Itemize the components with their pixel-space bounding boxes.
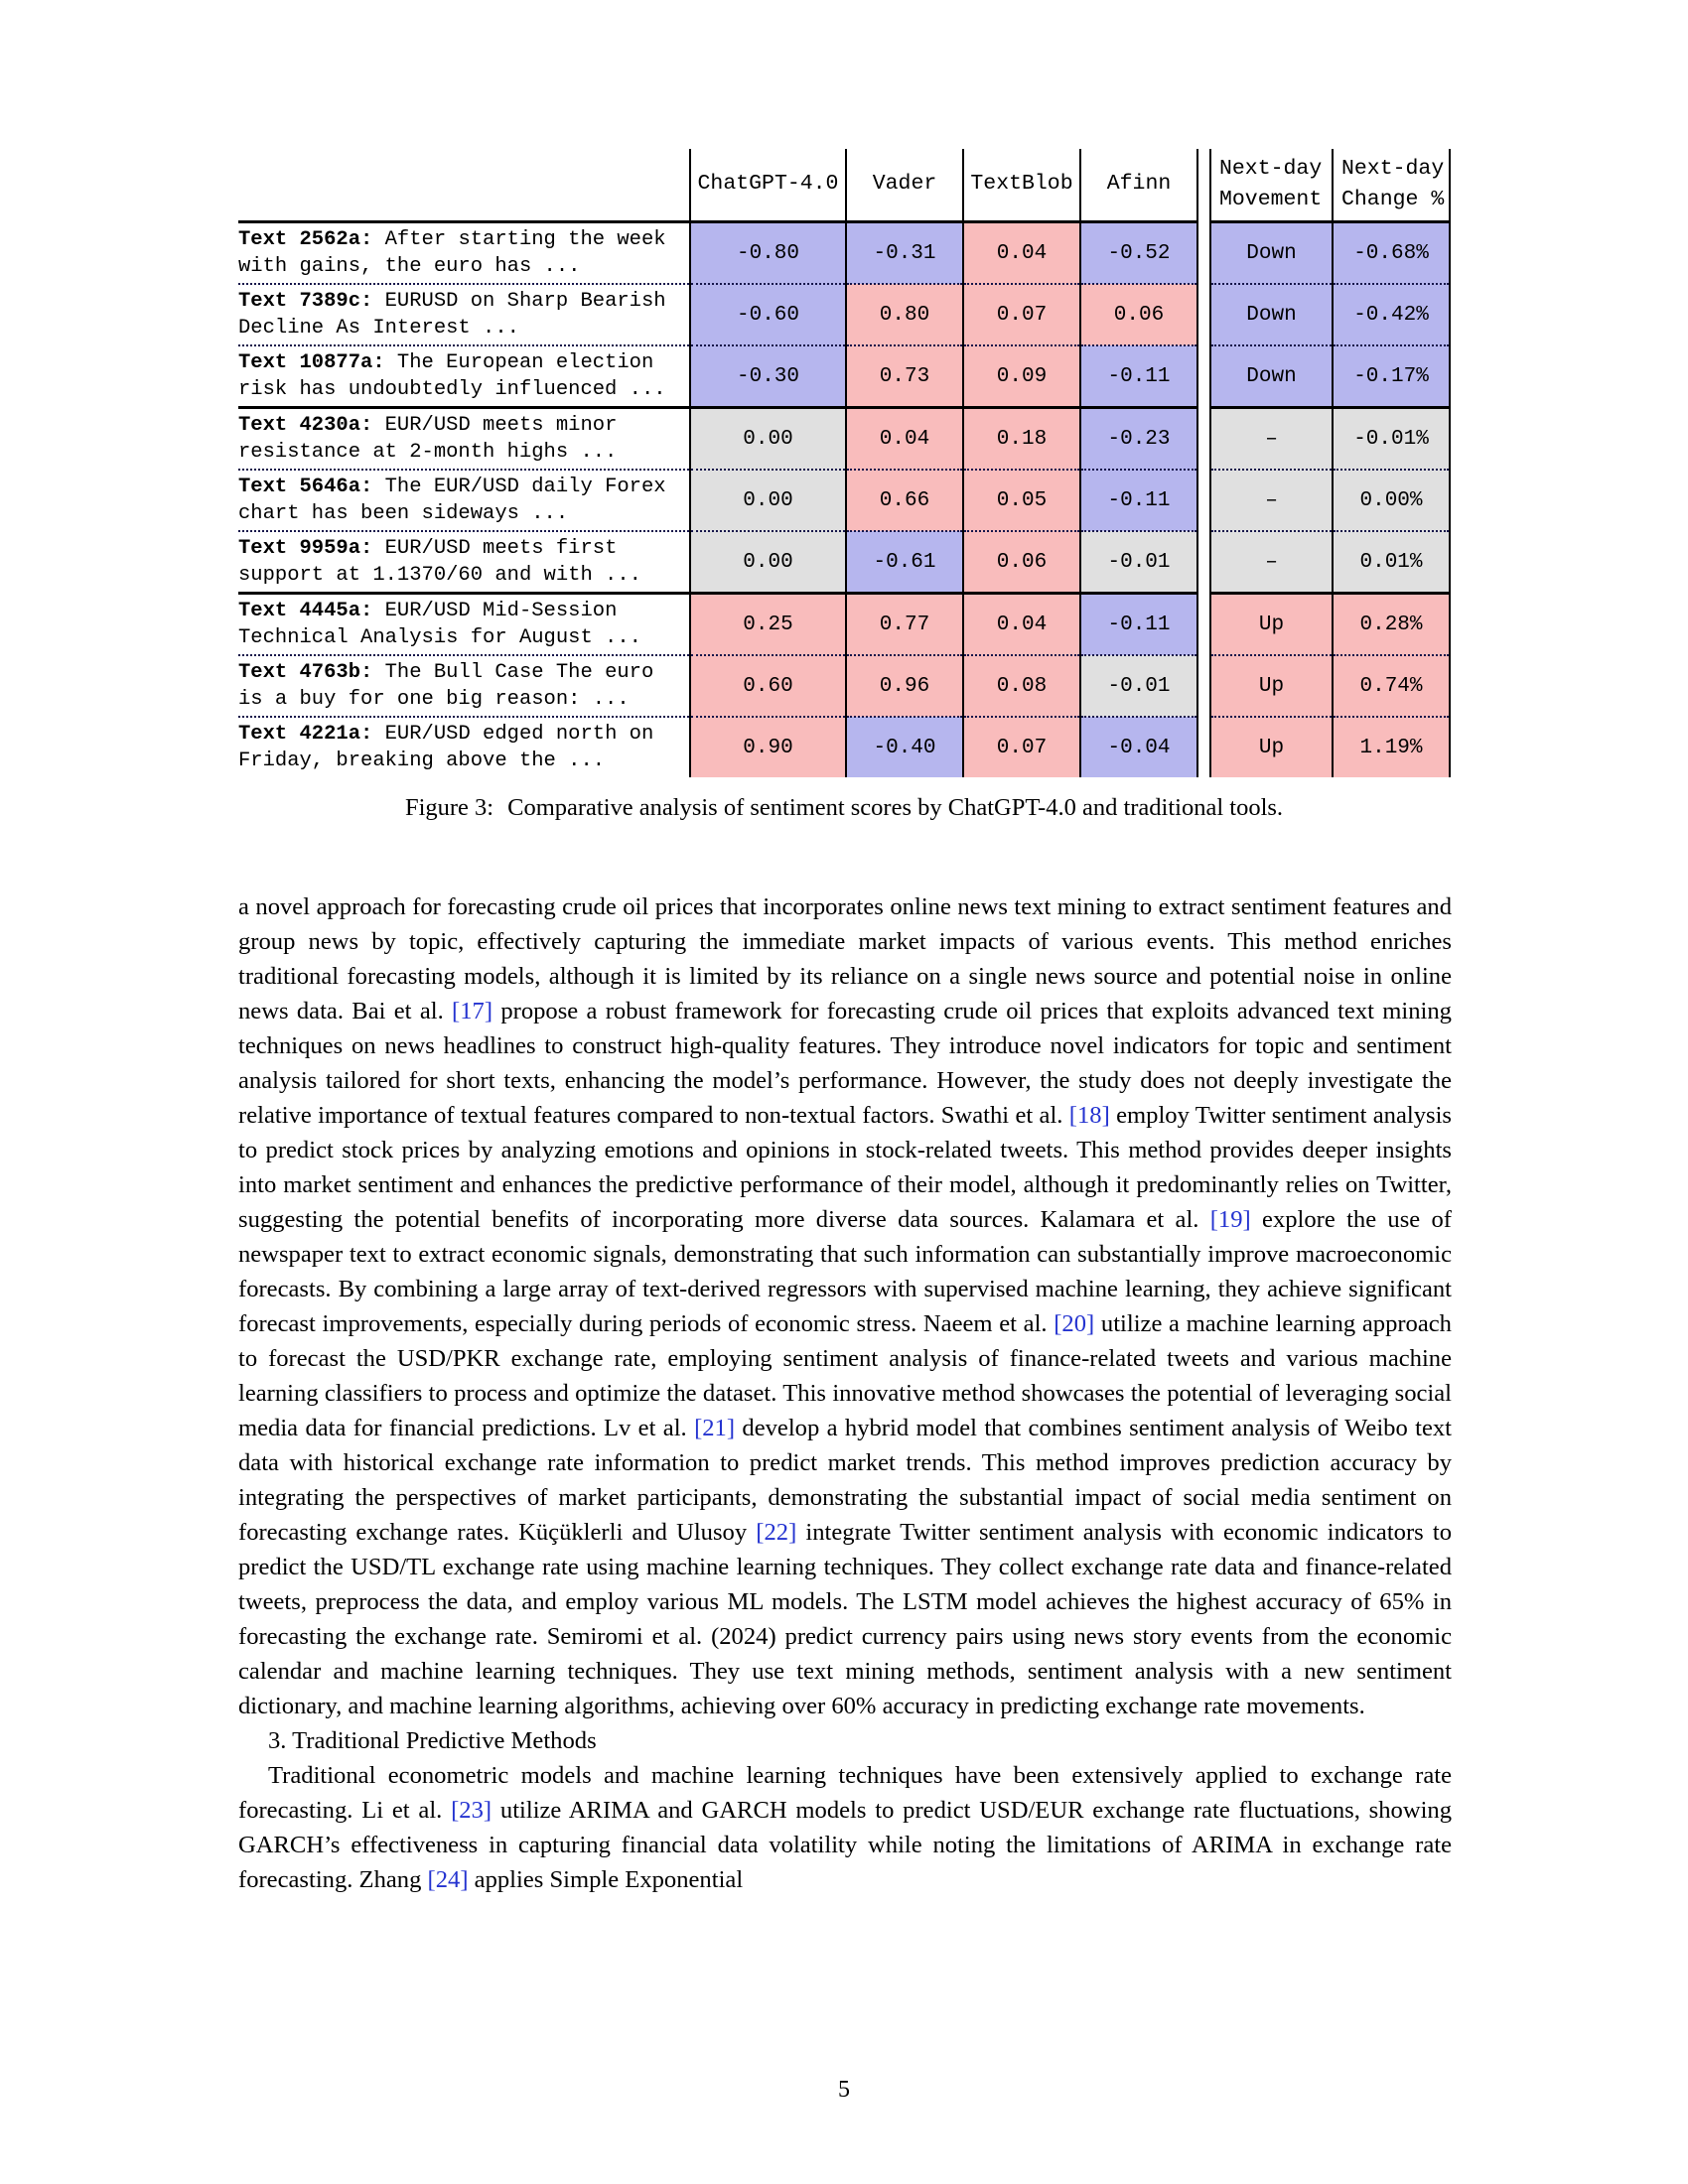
text-snippet-cell: Text 4230a: EUR/USD meets minor resistance at 2-month highs ... <box>238 408 690 471</box>
citation-link[interactable]: [18] <box>1068 1102 1110 1129</box>
vader-score-cell: 0.77 <box>846 594 963 656</box>
body-paragraph: 3. Traditional Predictive Methods <box>268 1727 597 1754</box>
chatgpt-score-cell: 0.25 <box>690 594 846 656</box>
afinn-score-cell: -0.01 <box>1080 531 1197 594</box>
column-gap <box>1197 717 1210 777</box>
column-header-textblob: TextBlob <box>963 149 1080 222</box>
change-cell: 0.74% <box>1333 655 1450 717</box>
movement-cell: Up <box>1210 594 1333 656</box>
citation-link[interactable]: [19] <box>1209 1206 1251 1233</box>
textblob-score-cell: 0.07 <box>963 717 1080 777</box>
text-snippet-cell: Text 10877a: The European election risk has undoubtedly influenced ... <box>238 345 690 408</box>
change-cell: -0.01% <box>1333 408 1450 471</box>
text-snippet-cell: Text 4445a: EUR/USD Mid-Session Technical Analysis for August ... <box>238 594 690 656</box>
table-row <box>238 470 1450 531</box>
citation-link[interactable]: [20] <box>1054 1310 1095 1337</box>
column-gap <box>1197 284 1210 345</box>
citation-link[interactable]: [22] <box>756 1519 797 1546</box>
column-header-change: Next-day Change % <box>1333 149 1450 222</box>
table-row <box>238 717 1450 777</box>
chatgpt-score-cell: 0.00 <box>690 531 846 594</box>
textblob-score-cell: 0.04 <box>963 594 1080 656</box>
afinn-score-cell: -0.01 <box>1080 655 1197 717</box>
citation-link[interactable]: [17] <box>452 998 493 1024</box>
textblob-score-cell: 0.06 <box>963 531 1080 594</box>
table-row <box>238 408 1450 471</box>
chatgpt-score-cell: 0.90 <box>690 717 846 777</box>
change-cell: -0.42% <box>1333 284 1450 345</box>
movement-cell: – <box>1210 470 1333 531</box>
table-row <box>238 222 1450 285</box>
table-row <box>238 594 1450 656</box>
vader-score-cell: 0.04 <box>846 408 963 471</box>
chatgpt-score-cell: -0.30 <box>690 345 846 408</box>
text-snippet-cell: Text 4221a: EUR/USD edged north on Friday, breaking above the ... <box>238 717 690 777</box>
chatgpt-score-cell: -0.60 <box>690 284 846 345</box>
citation-link[interactable]: [21] <box>694 1415 736 1441</box>
body-paragraph: a novel approach for forecasting crude oil prices that incorporates online news text mining to extract sentiment features and group news by topic, effectively capturing the immediate market impacts of various events. This method enriches traditional forecasting models, although it is limited by its reliance on a single news source and potential noise in online news data. Bai et al. [17] propose a robust framework for forecasting crude oil prices that exploits advanced text mining techniques on news headlines to construct high-quality features. They introduce novel indicators for topic and sentiment analysis tailored for short texts, enhancing the model’s performance. However, the study does not deeply investigate the relative importance of textual features compared to non-textual factors. Swathi et al. [18] employ Twitter sentiment analysis to predict stock prices by analyzing emotions and opinions in stock-related tweets. This method provides deeper insights into market sentiment and enhances the predictive performance of their model, although it predominantly relies on Twitter, suggesting the potential benefits of incorporating more diverse data sources. Kalamara et al. [19] explore the use of newspaper text to extract economic signals, demonstrating that such information can substantially improve macroeconomic forecasts. By combining a large array of text-derived regressors with supervised machine learning, they achieve significant forecast improvements, especially during periods of economic stress. Naeem et al. [20] utilize a machine learning approach to forecast the USD/PKR exchange rate, employing sentiment analysis of finance-related tweets and various machine learning classifiers to process and optimize the dataset. This innovative method showcases the potential of leveraging social media data for financial predictions. Lv et al. [21] develop a hybrid model that combines sentiment analysis of Weibo text data with historical exchange rate information to predict market trends. This method improves prediction accuracy by integrating the perspectives of market participants, demonstrating the substantial impact of social media sentiment on forecasting exchange rates. Küçüklerli and Ulusoy [22] integrate Twitter sentiment analysis with economic indicators to predict the USD/TL exchange rate using machine learning techniques. They collect exchange rate data and finance-related tweets, preprocess the data, and employ various ML models. The LSTM model achieves the highest accuracy of 65% in forecasting the exchange rate. Semiromi et al. (2024) predict currency pairs using news story events from the economic calendar and machine learning techniques. They use text mining methods, sentiment analysis with a new sentiment dictionary, and machine learning algorithms, achieving over 60% accuracy in predicting exchange rate movements. <box>238 893 1452 1719</box>
movement-cell: Down <box>1210 222 1333 285</box>
table-row <box>238 531 1450 594</box>
text-id: Text 4221a: <box>238 722 373 746</box>
table-header-row <box>238 149 1450 222</box>
text-id: Text 4230a: <box>238 413 373 437</box>
column-gap <box>1197 345 1210 408</box>
text-snippet-cell: Text 2562a: After starting the week with gains, the euro has ... <box>238 222 690 285</box>
text-snippet-cell: Text 5646a: The EUR/USD daily Forex chart has been sideways ... <box>238 470 690 531</box>
page-number: 5 <box>838 2077 850 2103</box>
movement-cell: – <box>1210 408 1333 471</box>
body-paragraph: Traditional econometric models and machine learning techniques have been extensively applied to exchange rate forecasting. Li et al. [23] utilize ARIMA and GARCH models to predict USD/EUR exchange rate fluctuations, showing GARCH’s effectiveness in capturing financial data volatility while noting the limitations of ARIMA in exchange rate forecasting. Zhang [24] applies Simple Exponential <box>238 1762 1453 1893</box>
movement-cell: Down <box>1210 284 1333 345</box>
text-id: Text 7389c: <box>238 289 373 313</box>
figure3-table-wrapper <box>238 149 1450 777</box>
change-cell: 0.00% <box>1333 470 1450 531</box>
text-id: Text 9959a: <box>238 536 373 560</box>
vader-score-cell: 0.80 <box>846 284 963 345</box>
change-cell: 0.28% <box>1333 594 1450 656</box>
afinn-score-cell: -0.11 <box>1080 470 1197 531</box>
chatgpt-score-cell: 0.00 <box>690 408 846 471</box>
column-gap <box>1197 470 1210 531</box>
afinn-score-cell: -0.11 <box>1080 594 1197 656</box>
text-id: Text 10877a: <box>238 350 385 374</box>
vader-score-cell: -0.31 <box>846 222 963 285</box>
column-gap <box>1197 222 1210 285</box>
column-gap <box>1197 594 1210 656</box>
textblob-score-cell: 0.07 <box>963 284 1080 345</box>
text-id: Text 4445a: <box>238 599 373 622</box>
column-header-movement: Next-day Movement <box>1210 149 1333 222</box>
vader-score-cell: -0.61 <box>846 531 963 594</box>
column-gap <box>1197 531 1210 594</box>
textblob-score-cell: 0.18 <box>963 408 1080 471</box>
vader-score-cell: -0.40 <box>846 717 963 777</box>
afinn-score-cell: -0.04 <box>1080 717 1197 777</box>
change-cell: -0.17% <box>1333 345 1450 408</box>
column-header-vader: Vader <box>846 149 963 222</box>
chatgpt-score-cell: 0.00 <box>690 470 846 531</box>
afinn-score-cell: -0.52 <box>1080 222 1197 285</box>
movement-cell: Up <box>1210 655 1333 717</box>
change-cell: 1.19% <box>1333 717 1450 777</box>
textblob-score-cell: 0.05 <box>963 470 1080 531</box>
figure3-caption <box>238 794 1450 822</box>
vader-score-cell: 0.96 <box>846 655 963 717</box>
figure3-sentiment-table <box>238 149 1451 777</box>
body-text <box>238 889 1452 1897</box>
text-id: Text 4763b: <box>238 660 373 684</box>
text-id: Text 5646a: <box>238 475 373 498</box>
chatgpt-score-cell: 0.60 <box>690 655 846 717</box>
table-row <box>238 655 1450 717</box>
table-row <box>238 284 1450 345</box>
vader-score-cell: 0.73 <box>846 345 963 408</box>
column-gap <box>1197 149 1210 222</box>
movement-cell: Up <box>1210 717 1333 777</box>
citation-link[interactable]: [24] <box>427 1866 469 1893</box>
text-snippet-cell: Text 4763b: The Bull Case The euro is a buy for one big reason: ... <box>238 655 690 717</box>
text-snippet-cell: Text 9959a: EUR/USD meets first support at 1.1370/60 and with ... <box>238 531 690 594</box>
vader-score-cell: 0.66 <box>846 470 963 531</box>
table-row <box>238 345 1450 408</box>
textblob-score-cell: 0.09 <box>963 345 1080 408</box>
change-cell: -0.68% <box>1333 222 1450 285</box>
column-gap <box>1197 655 1210 717</box>
column-header-text <box>238 149 690 222</box>
afinn-score-cell: -0.23 <box>1080 408 1197 471</box>
afinn-score-cell: -0.11 <box>1080 345 1197 408</box>
column-header-afinn: Afinn <box>1080 149 1197 222</box>
textblob-score-cell: 0.04 <box>963 222 1080 285</box>
figure-caption-text: Comparative analysis of sentiment scores by ChatGPT-4.0 and traditional tools. <box>507 794 1284 821</box>
column-header-chatgpt: ChatGPT-4.0 <box>690 149 846 222</box>
text-snippet-cell: Text 7389c: EURUSD on Sharp Bearish Decline As Interest ... <box>238 284 690 345</box>
column-gap <box>1197 408 1210 471</box>
chatgpt-score-cell: -0.80 <box>690 222 846 285</box>
afinn-score-cell: 0.06 <box>1080 284 1197 345</box>
movement-cell: Down <box>1210 345 1333 408</box>
text-id: Text 2562a: <box>238 227 373 251</box>
change-cell: 0.01% <box>1333 531 1450 594</box>
citation-link[interactable]: [23] <box>451 1797 492 1824</box>
textblob-score-cell: 0.08 <box>963 655 1080 717</box>
movement-cell: – <box>1210 531 1333 594</box>
figure-caption-label: Figure 3: <box>404 794 494 821</box>
